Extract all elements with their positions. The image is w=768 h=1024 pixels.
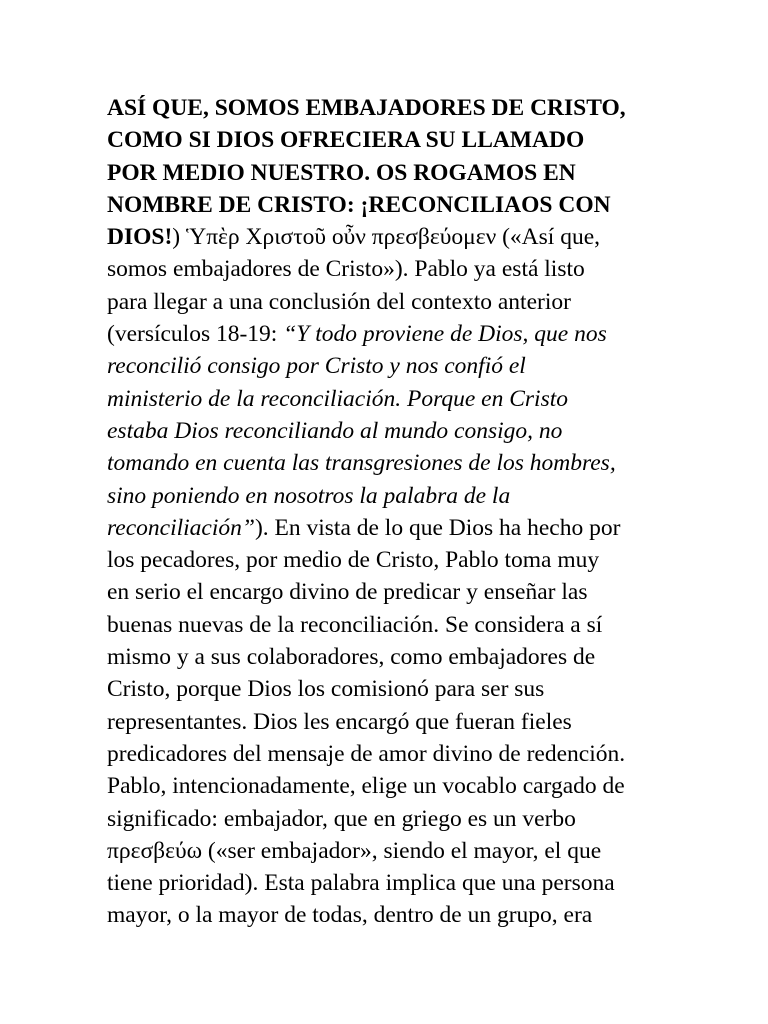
text-line (107, 221, 667, 253)
text-line (107, 738, 667, 770)
text-line (107, 512, 667, 544)
bold-text-run: ASÍ QUE, SOMOS EMBAJADORES DE CRISTO, (107, 95, 626, 121)
text-line (107, 124, 667, 156)
text-line (107, 447, 667, 479)
text-line (107, 253, 667, 285)
text-line (107, 609, 667, 641)
text-run: Cristo, porque Dios los comisionó para ser sus (107, 676, 545, 703)
text-run: los pecadores, por medio de Cristo, Pablo toma muy (107, 547, 600, 574)
bold-text-run: NOMBRE DE CRISTO: ¡RECONCILIAOS CON (107, 191, 611, 218)
text-run: mayor, o la mayor de todas, dentro de un grupo, era (107, 902, 593, 929)
text-line (107, 803, 667, 835)
italic-text-run: sino poniendo en nosotros la palabra de la (107, 482, 511, 509)
text-line (107, 350, 667, 382)
text-run: Pablo, intencionadamente, elige un vocablo cargado de (107, 773, 625, 800)
text-line (107, 673, 667, 705)
text-line (107, 189, 667, 221)
text-line (107, 286, 667, 318)
text-line (107, 641, 667, 673)
text-run: significado: embajador, que en griego es un verbo (107, 805, 576, 832)
text-run: predicadores del mensaje de amor divino de redención. (107, 740, 626, 767)
text-line (107, 480, 667, 512)
text-line (107, 544, 667, 576)
text-run: mismo y a sus colaboradores, como embajadores de (107, 644, 596, 671)
text-line (107, 770, 667, 802)
italic-text-run: reconciliación” (107, 514, 255, 541)
text-line (107, 835, 667, 867)
text-run: (versículos 18-19: (107, 321, 284, 348)
text-line (107, 415, 667, 447)
body-text (107, 92, 667, 932)
bold-text-run: DIOS! (107, 224, 173, 251)
bold-text-run: COMO SI DIOS OFRECIERA SU LLAMADO (107, 127, 585, 154)
italic-text-run: tomando en cuenta las transgresiones de los hombres, (107, 450, 616, 477)
text-run: ) Ὑπὲρ Χριστοῦ οὖν πρεσβεύομεν («Así que, (172, 224, 601, 251)
text-line (107, 383, 667, 415)
text-line (107, 706, 667, 738)
text-line (107, 318, 667, 350)
text-run: somos embajadores de Cristo»). Pablo ya está listo (107, 256, 585, 283)
italic-text-run: “Y todo proviene de Dios, que nos (283, 321, 607, 348)
text-run: para llegar a una conclusión del contexto anterior (107, 288, 571, 315)
text-run: tiene prioridad). Esta palabra implica que una persona (107, 870, 615, 897)
text-line (107, 576, 667, 608)
text-run: representantes. Dios les encargó que fueran fieles (107, 708, 572, 735)
text-line (107, 899, 667, 931)
text-run: en serio el encargo divino de predicar y enseñar las (107, 579, 588, 606)
text-run: buenas nuevas de la reconciliación. Se considera a sí (107, 611, 603, 638)
italic-text-run: ministerio de la reconciliación. Porque en Cristo (107, 385, 569, 412)
text-run: ). En vista de lo que Dios ha hecho por (254, 514, 621, 541)
text-line (107, 157, 667, 189)
bold-text-run: POR MEDIO NUESTRO. OS ROGAMOS EN (107, 159, 576, 186)
text-line (107, 867, 667, 899)
italic-text-run: reconcilió consigo por Cristo y nos confió el (107, 353, 526, 380)
italic-text-run: estaba Dios reconciliando al mundo consigo, no (107, 417, 563, 444)
text-line (107, 92, 667, 124)
text-run: πρεσβεύω («ser embajador», siendo el mayor, el que (107, 837, 602, 864)
